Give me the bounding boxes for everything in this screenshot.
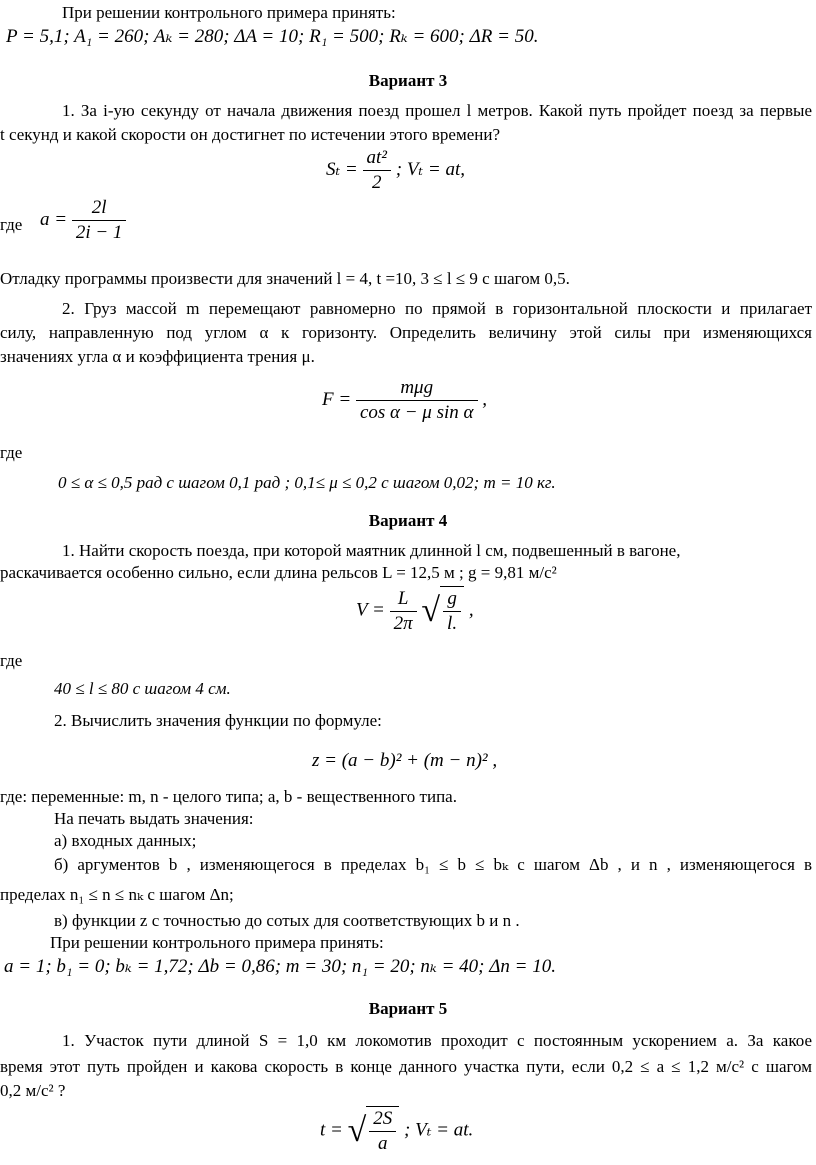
where-label: где <box>0 215 23 234</box>
formula-lhs: F = <box>322 388 352 410</box>
v3-task2-line2: силу, направленную под углом α к горизонту. Определить величину этой силы при изменяющихся <box>0 323 812 342</box>
intro-text: При решении контрольного примера принять: <box>62 3 396 22</box>
v3-formula-3 <box>322 376 487 425</box>
v4-item-a: а) входных данных; <box>54 831 197 850</box>
root-numerator: 2S <box>373 1108 393 1129</box>
formula-lhs: V = <box>356 599 385 621</box>
variant-5-heading: Вариант 5 <box>368 999 448 1018</box>
v4-print: На печать выдать значения: <box>54 809 254 828</box>
formula-numerator: 2l <box>91 197 107 218</box>
formula-rhs: ; Vₜ = at, <box>395 158 465 180</box>
v4-item-b-line2: пределах n₁ ≤ n ≤ nₖ с шагом Δn; <box>0 885 234 904</box>
v5-task1-line2: время этот путь пройден и какова скорость в конце данного участка пути, если 0,2 ≤ a ≤ 1,2 м/с² с шагом <box>0 1057 812 1076</box>
root-denominator: l. <box>443 611 461 636</box>
v5-formula-1 <box>320 1106 473 1156</box>
sqrt-sign: √ <box>421 592 441 629</box>
formula-lhs: t = <box>320 1119 343 1141</box>
v3-formula-1 <box>326 146 465 195</box>
v4-formula-2: z = (a − b)² + (m − n)² , <box>312 750 498 771</box>
formula-lhs: Sₜ = <box>326 158 358 180</box>
v4-params: a = 1; b₁ = 0; bₖ = 1,72; Δb = 0,86; m = 30; n₁ = 20; nₖ = 40; Δn = 10. <box>4 956 556 977</box>
v3-task1-line1: 1. За i-ую секунду от начала движения поезд прошел l метров. Какой путь пройдет поезд за первые <box>62 101 812 120</box>
sqrt-sign: √ <box>347 1112 367 1149</box>
v5-task1-line1: 1. Участок пути длиной S = 1,0 км локомотив проходит с постоянным ускорением a. За какое <box>62 1031 812 1050</box>
where-label: где <box>0 443 23 462</box>
v4-vars: где: переменные: m, n - целого типа; a, b - вещественного типа. <box>0 787 457 806</box>
formula-numerator: L <box>397 587 409 609</box>
formula-end: , <box>482 388 487 410</box>
v3-task1-line2: t секунд и какой скорости он достигнет по истечении этого времени? <box>0 125 500 144</box>
root-numerator: g <box>447 588 457 609</box>
formula-denominator: 2i − 1 <box>72 220 127 245</box>
where-label: где <box>0 651 23 670</box>
root-denominator: a <box>369 1131 396 1156</box>
v4-item-b-line1: б) аргументов b , изменяющегося в пределах b₁ ≤ b ≤ bₖ с шагом Δb , и n , изменяющегося в <box>54 855 812 874</box>
variant-4-heading: Вариант 4 <box>368 511 448 530</box>
formula-end: , <box>468 599 474 621</box>
variant-3-heading: Вариант 3 <box>368 71 448 90</box>
v4-task1-line1: 1. Найти скорость поезда, при которой маятник длинной l см, подвешенный в вагоне, <box>62 541 681 560</box>
v3-task2-line1: 2. Груз массой m перемещают равномерно по прямой в горизонтальной плоскости и прилагает <box>62 299 812 318</box>
v4-task1-line2: раскачивается особенно сильно, если длина рельсов L = 12,5 м ; g = 9,81 м/с² <box>0 563 557 582</box>
v4-task2: 2. Вычислить значения функции по формуле: <box>54 711 382 730</box>
v3-task2-line3: значениях угла α и коэффициента трения μ. <box>0 347 315 366</box>
v4-formula-1 <box>356 586 474 636</box>
formula-rhs: ; Vₜ = at. <box>404 1119 474 1141</box>
v4-item-c: в) функции z с точностью до сотых для соответствующих b и n . <box>54 911 520 930</box>
formula-numerator: mμg <box>400 377 434 398</box>
formula-denominator: 2 <box>363 170 391 195</box>
formula-denominator: 2π <box>390 611 417 636</box>
v3-debug-line: Отладку программы произвести для значений l = 4, t =10, 3 ≤ l ≤ 9 с шагом 0,5. <box>0 269 570 288</box>
v5-task1-line3: 0,2 м/с² ? <box>0 1081 66 1100</box>
v3-formula-2 <box>40 196 126 245</box>
formula-numerator: at² <box>366 147 387 168</box>
formula-denominator: cos α − μ sin α <box>356 400 478 425</box>
formula-lhs: a = <box>40 208 68 230</box>
v4-range: 40 ≤ l ≤ 80 с шагом 4 см. <box>54 679 231 698</box>
params-formula: P = 5,1; A₁ = 260; Aₖ = 280; ΔA = 10; R₁ = 500; Rₖ = 600; ΔR = 50. <box>6 26 539 47</box>
v3-ranges: 0 ≤ α ≤ 0,5 рад с шагом 0,1 рад ; 0,1≤ μ ≤ 0,2 с шагом 0,02; m = 10 кг. <box>58 473 556 492</box>
v4-intro: При решении контрольного примера принять: <box>50 933 384 952</box>
